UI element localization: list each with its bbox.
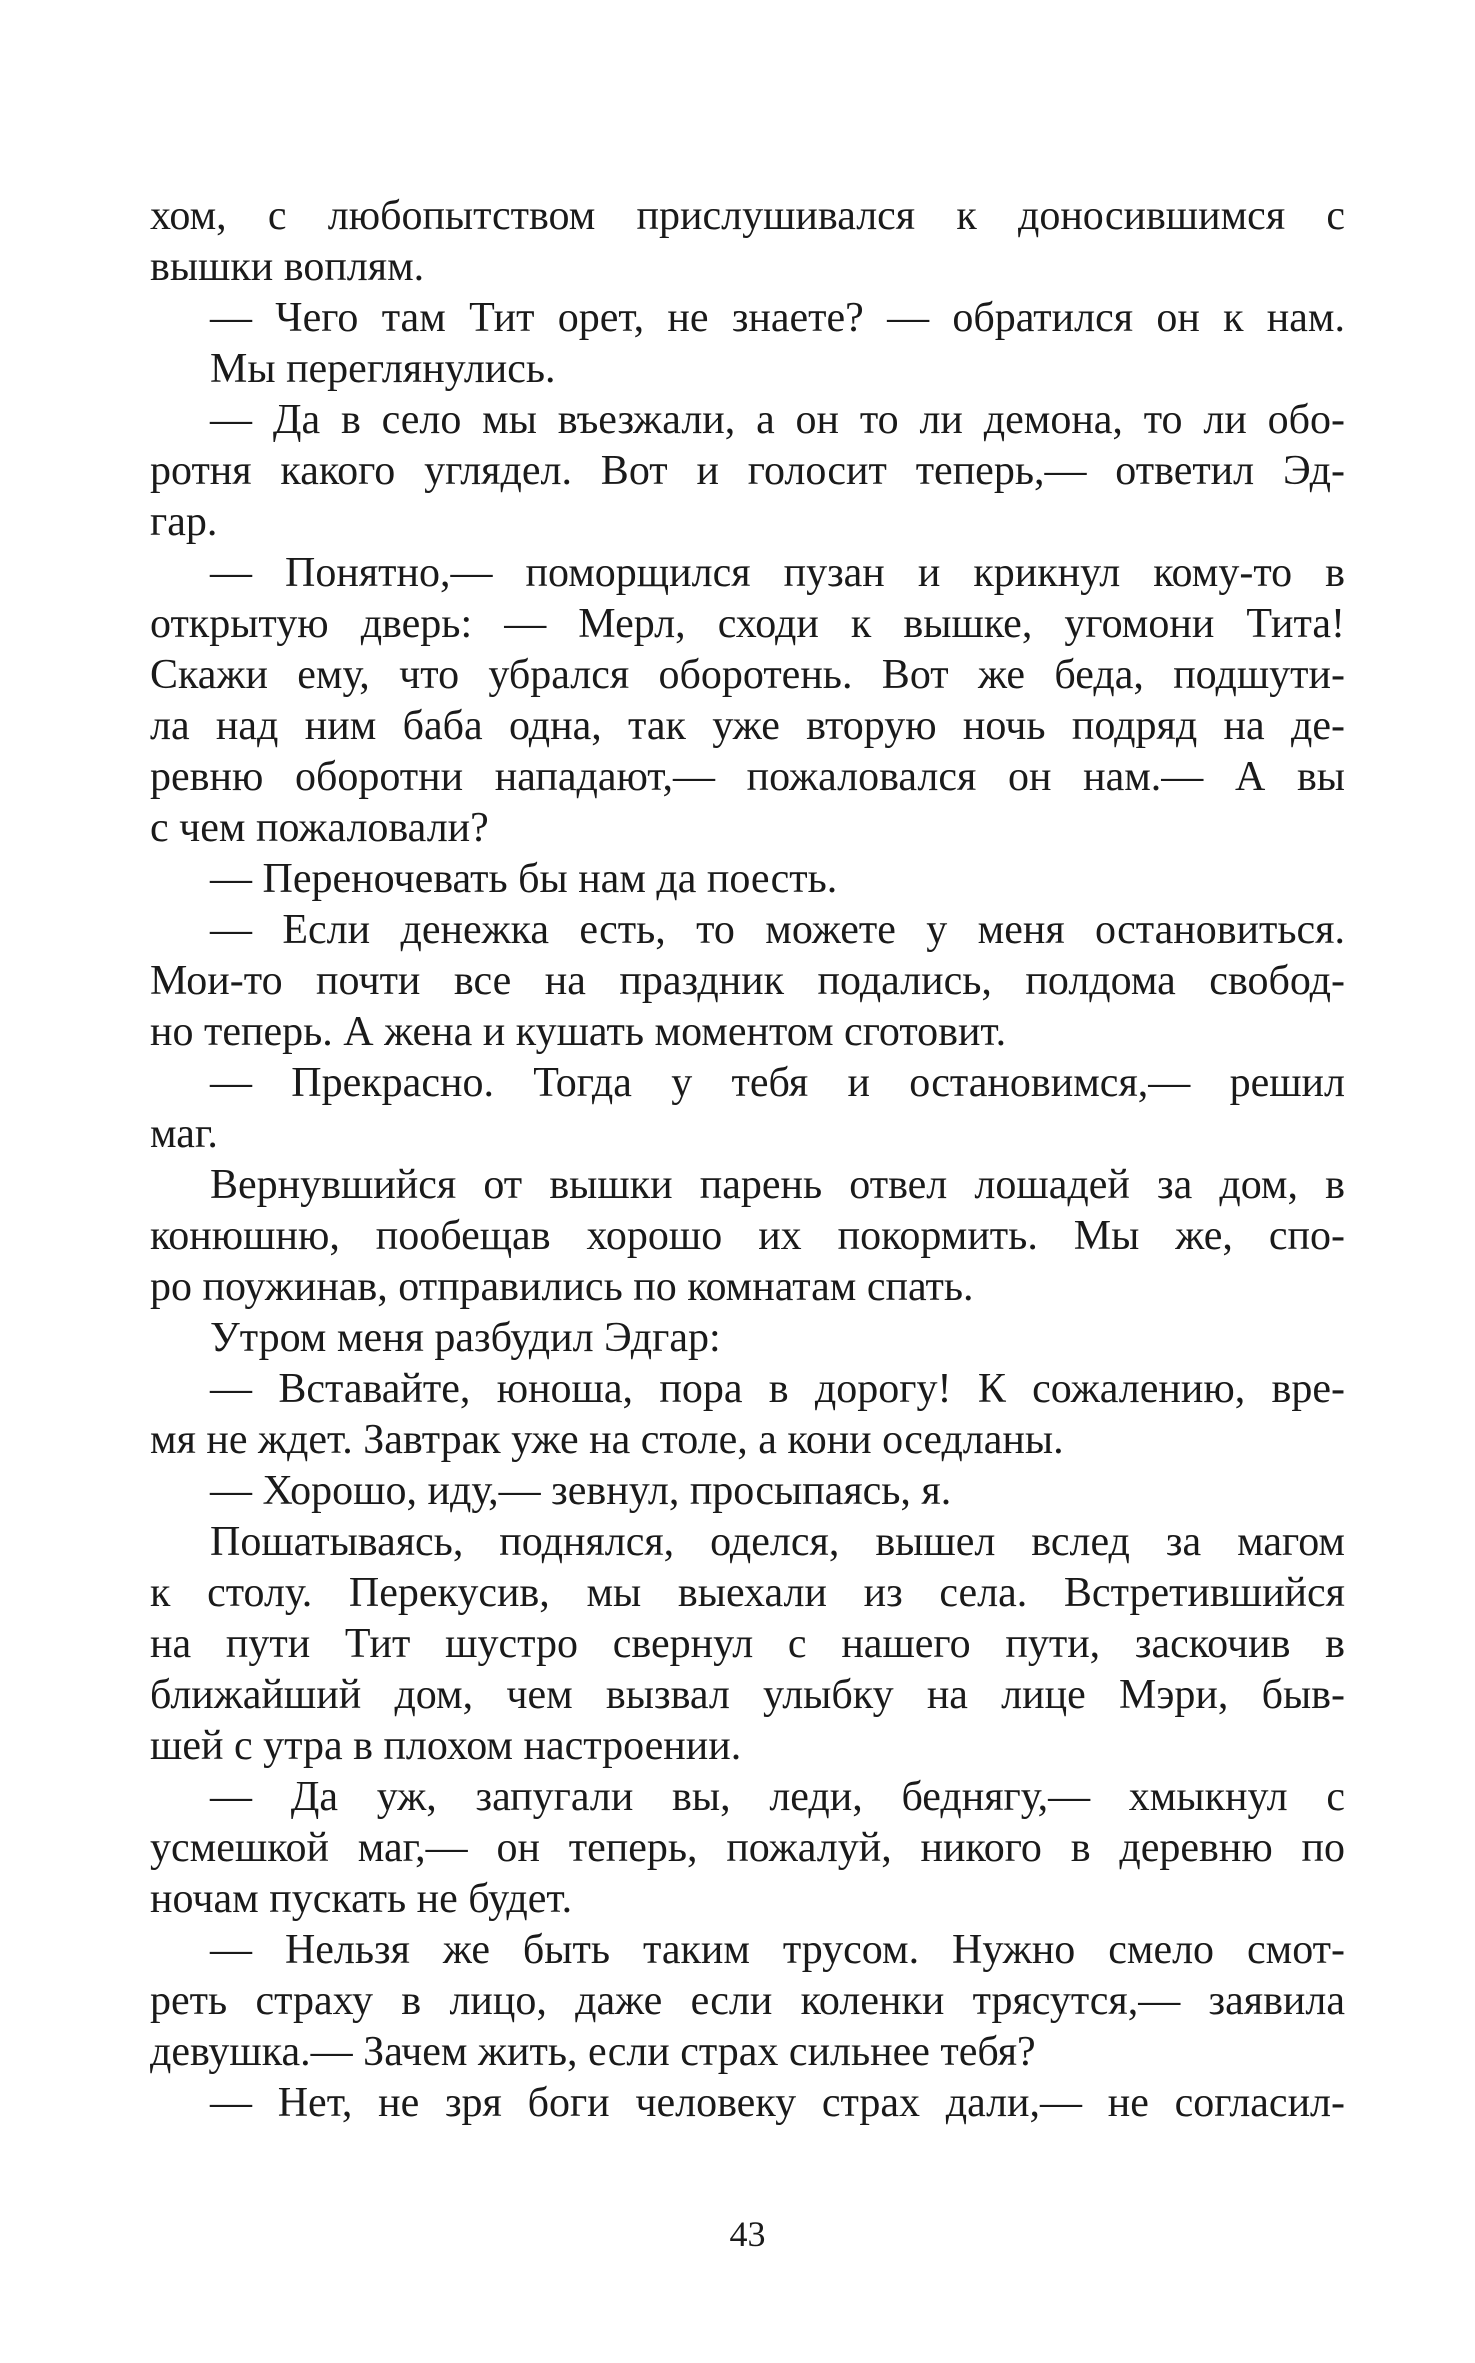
text-line: — Нельзя же быть таким трусом. Нужно смело смот- [210,1927,1345,1973]
text-line: Пошатываясь, поднялся, оделся, вышел вслед за магом [210,1519,1345,1565]
text-line: усмешкой маг,— он теперь, пожалуй, никого в деревню по [150,1825,1345,1871]
page-number: 43 [729,2214,766,2254]
text-line: ревню оборотни нападают,— пожаловался он нам.— А вы [150,754,1345,800]
text-line: ночам пускать не будет. [150,1876,573,1922]
text-line: Вернувшийся от вышки парень отвел лошадей за дом, в [210,1162,1345,1208]
text-line: мя не ждет. Завтрак уже на столе, а кони оседланы. [150,1417,1064,1463]
text-line: ротня какого углядел. Вот и голосит теперь,— ответил Эд- [150,448,1345,494]
text-line: хом, с любопытством прислушивался к доносившимся с [150,193,1345,239]
text-line: — Да уж, запугали вы, леди, беднягу,— хмыкнул с [210,1774,1345,1820]
text-line: Мы переглянулись. [210,346,556,392]
text-line: — Нет, не зря боги человеку страх дали,— не согласил- [210,2080,1345,2126]
text-line: ро поужинав, отправились по комнатам спать. [150,1264,974,1310]
text-line: но теперь. А жена и кушать моментом сготовит. [150,1009,1007,1055]
text-line: ближайший дом, чем вызвал улыбку на лице Мэри, быв- [150,1672,1345,1718]
text-line: шей с утра в плохом настроении. [150,1723,742,1769]
text-line: — Понятно,— поморщился пузан и крикнул кому-то в [210,550,1345,596]
text-line: вышки воплям. [150,244,425,290]
text-line: — Переночевать бы нам да поесть. [210,856,838,902]
text-line: гар. [150,499,218,545]
text-line: — Если денежка есть, то можете у меня остановиться. [210,907,1345,953]
text-line: маг. [150,1111,218,1157]
text-line: открытую дверь: — Мерл, сходи к вышке, угомони Тита! [150,601,1345,647]
text-line: реть страху в лицо, даже если коленки трясутся,— заявила [150,1978,1345,2024]
text-line: на пути Тит шустро свернул с нашего пути, заскочив в [150,1621,1345,1667]
text-line: — Чего там Тит орет, не знаете? — обратился он к нам. [210,295,1345,341]
text-line: — Прекрасно. Тогда у тебя и остановимся,— решил [210,1060,1345,1106]
text-line: — Вставайте, юноша, пора в дорогу! К сожалению, вре- [210,1366,1345,1412]
text-line: Утром меня разбудил Эдгар: [210,1315,721,1361]
text-line: с чем пожаловали? [150,805,489,851]
text-line: — Хорошо, иду,— зевнул, просыпаясь, я. [210,1468,952,1514]
text-line: — Да в село мы въезжали, а он то ли демона, то ли обо- [210,397,1345,443]
text-line: к столу. Перекусив, мы выехали из села. Встретившийся [150,1570,1345,1616]
text-line: ла над ним баба одна, так уже вторую ночь подряд на де- [150,703,1345,749]
book-page [150,0,1345,2363]
text-line: девушка.— Зачем жить, если страх сильнее тебя? [150,2029,1036,2075]
text-line: Скажи ему, что убрался оборотень. Вот же беда, подшути- [150,652,1345,698]
text-line: Мои-то почти все на праздник подались, полдома свобод- [150,958,1345,1004]
text-line: конюшню, пообещав хорошо их покормить. Мы же, спо- [150,1213,1345,1259]
